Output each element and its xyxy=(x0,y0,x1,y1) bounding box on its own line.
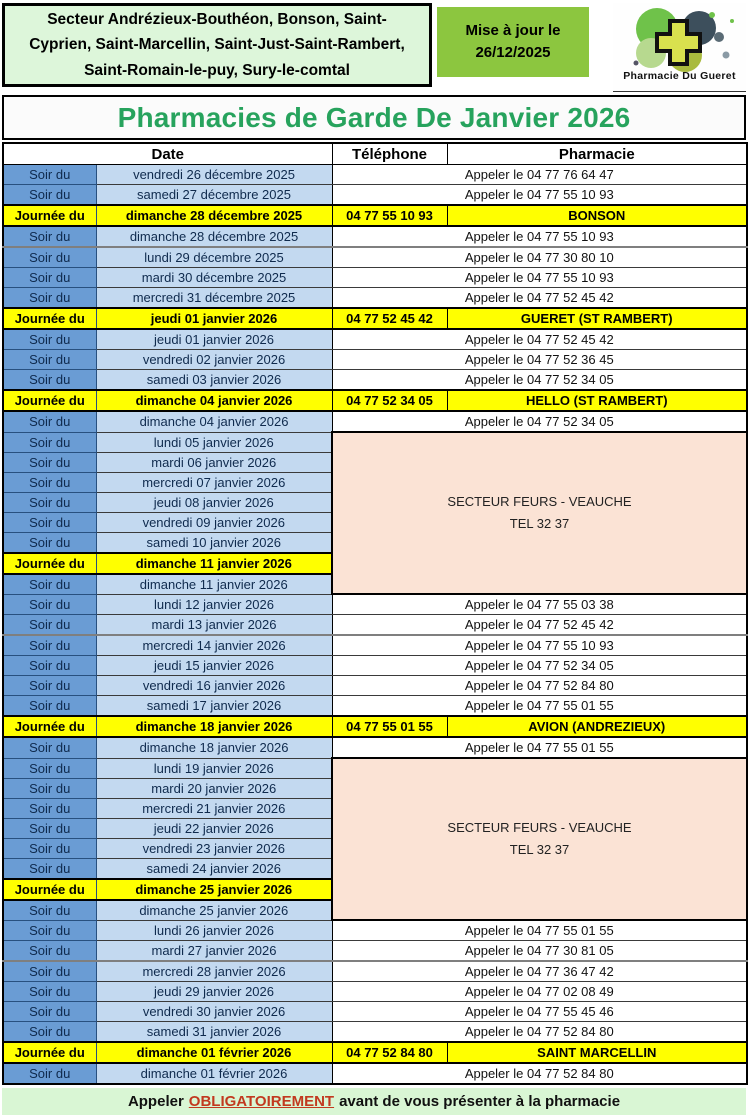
update-date: 26/12/2025 xyxy=(475,44,551,61)
row-date: mercredi 07 janvier 2026 xyxy=(96,472,332,492)
row-phone: 04 77 52 45 42 xyxy=(332,308,447,329)
row-date: lundi 26 janvier 2026 xyxy=(96,920,332,941)
row-period-label: Soir du xyxy=(3,532,96,553)
row-period-label: Soir du xyxy=(3,350,96,370)
row-period-label: Soir du xyxy=(3,920,96,941)
row-date: mercredi 28 janvier 2026 xyxy=(96,961,332,982)
table-row xyxy=(3,1063,747,1084)
row-call-instruction: Appeler le 04 77 36 47 42 xyxy=(332,961,747,982)
row-period-label: Soir du xyxy=(3,472,96,492)
row-date: mardi 27 janvier 2026 xyxy=(96,941,332,962)
row-phone: 04 77 55 10 93 xyxy=(332,205,447,226)
row-period-label: Journée du xyxy=(3,716,96,737)
row-date: lundi 12 janvier 2026 xyxy=(96,594,332,615)
footer-text-pre: Appeler xyxy=(127,1093,184,1110)
row-date: mardi 30 décembre 2025 xyxy=(96,268,332,288)
table-row xyxy=(3,288,747,309)
row-phone: 04 77 55 01 55 xyxy=(332,716,447,737)
row-pharmacy: HELLO (ST RAMBERT) xyxy=(447,390,747,411)
row-date: samedi 24 janvier 2026 xyxy=(96,858,332,879)
row-date: samedi 27 décembre 2025 xyxy=(96,185,332,206)
row-period-label: Soir du xyxy=(3,982,96,1002)
row-call-instruction: Appeler le 04 77 52 34 05 xyxy=(332,370,747,391)
table-row xyxy=(3,594,747,615)
row-date: dimanche 04 janvier 2026 xyxy=(96,390,332,411)
row-date: vendredi 16 janvier 2026 xyxy=(96,676,332,696)
sector-feurs-block xyxy=(332,758,747,920)
row-pharmacy: BONSON xyxy=(447,205,747,226)
table-row xyxy=(3,758,747,778)
row-call-instruction: Appeler le 04 77 52 36 45 xyxy=(332,350,747,370)
row-period-label: Soir du xyxy=(3,329,96,350)
row-period-label: Soir du xyxy=(3,370,96,391)
row-call-instruction: Appeler le 04 77 52 84 80 xyxy=(332,676,747,696)
row-period-label: Soir du xyxy=(3,858,96,879)
row-date: dimanche 11 janvier 2026 xyxy=(96,553,332,574)
sector-name: SECTEUR FEURS - VEAUCHE xyxy=(447,820,632,835)
table-row xyxy=(3,390,747,411)
row-period-label: Soir du xyxy=(3,737,96,758)
row-date: vendredi 02 janvier 2026 xyxy=(96,350,332,370)
row-call-instruction: Appeler le 04 77 52 34 05 xyxy=(332,411,747,432)
row-period-label: Soir du xyxy=(3,941,96,962)
row-period-label: Soir du xyxy=(3,247,96,268)
row-date: mercredi 31 décembre 2025 xyxy=(96,288,332,309)
row-period-label: Soir du xyxy=(3,226,96,247)
table-row xyxy=(3,226,747,247)
row-date: lundi 29 décembre 2025 xyxy=(96,247,332,268)
sector-feurs-block xyxy=(332,432,747,594)
row-date: mardi 13 janvier 2026 xyxy=(96,615,332,636)
update-label: Mise à jour le xyxy=(465,21,561,39)
row-period-label: Soir du xyxy=(3,696,96,717)
row-period-label: Soir du xyxy=(3,432,96,452)
table-row xyxy=(3,656,747,676)
row-call-instruction: Appeler le 04 77 55 01 55 xyxy=(332,920,747,941)
table-row xyxy=(3,329,747,350)
row-period-label: Soir du xyxy=(3,268,96,288)
table-row xyxy=(3,635,747,656)
row-period-label: Soir du xyxy=(3,676,96,696)
row-period-label: Soir du xyxy=(3,615,96,636)
row-call-instruction: Appeler le 04 77 55 45 46 xyxy=(332,1002,747,1022)
row-date: dimanche 25 janvier 2026 xyxy=(96,900,332,921)
update-date-box xyxy=(437,7,589,77)
table-row xyxy=(3,432,747,452)
row-date: dimanche 01 février 2026 xyxy=(96,1042,332,1063)
row-date: mardi 20 janvier 2026 xyxy=(96,778,332,798)
row-pharmacy: AVION (ANDREZIEUX) xyxy=(447,716,747,737)
row-period-label: Soir du xyxy=(3,452,96,472)
table-header-row xyxy=(3,143,747,165)
pharmacy-logo-icon xyxy=(613,3,746,73)
row-date: mercredi 21 janvier 2026 xyxy=(96,798,332,818)
row-date: vendredi 30 janvier 2026 xyxy=(96,1002,332,1022)
row-period-label: Soir du xyxy=(3,594,96,615)
row-date: jeudi 08 janvier 2026 xyxy=(96,492,332,512)
table-row xyxy=(3,350,747,370)
row-period-label: Soir du xyxy=(3,818,96,838)
table-row xyxy=(3,716,747,737)
table-row xyxy=(3,247,747,268)
row-call-instruction: Appeler le 04 77 52 84 80 xyxy=(332,1063,747,1084)
row-date: samedi 31 janvier 2026 xyxy=(96,1022,332,1043)
row-call-instruction: Appeler le 04 77 55 10 93 xyxy=(332,635,747,656)
row-phone: 04 77 52 34 05 xyxy=(332,390,447,411)
row-call-instruction: Appeler le 04 77 76 64 47 xyxy=(332,165,747,185)
table-row xyxy=(3,1002,747,1022)
row-phone: 04 77 52 84 80 xyxy=(332,1042,447,1063)
row-call-instruction: Appeler le 04 77 52 45 42 xyxy=(332,288,747,309)
row-period-label: Soir du xyxy=(3,758,96,778)
row-date: dimanche 01 février 2026 xyxy=(96,1063,332,1084)
sector-name: SECTEUR FEURS - VEAUCHE xyxy=(447,494,632,509)
row-period-label: Soir du xyxy=(3,778,96,798)
row-period-label: Journée du xyxy=(3,879,96,900)
row-date: samedi 10 janvier 2026 xyxy=(96,532,332,553)
row-period-label: Soir du xyxy=(3,411,96,432)
row-date: jeudi 01 janvier 2026 xyxy=(96,308,332,329)
logo-box xyxy=(613,3,746,92)
table-row xyxy=(3,676,747,696)
row-period-label: Soir du xyxy=(3,656,96,676)
row-period-label: Soir du xyxy=(3,635,96,656)
row-period-label: Soir du xyxy=(3,512,96,532)
row-call-instruction: Appeler le 04 77 52 45 42 xyxy=(332,329,747,350)
row-period-label: Soir du xyxy=(3,574,96,595)
row-call-instruction: Appeler le 04 77 55 10 93 xyxy=(332,268,747,288)
row-period-label: Soir du xyxy=(3,1063,96,1084)
table-row xyxy=(3,920,747,941)
row-period-label: Journée du xyxy=(3,390,96,411)
row-date: dimanche 11 janvier 2026 xyxy=(96,574,332,595)
table-row xyxy=(3,411,747,432)
row-date: dimanche 28 décembre 2025 xyxy=(96,205,332,226)
table-row xyxy=(3,370,747,391)
row-call-instruction: Appeler le 04 77 30 80 10 xyxy=(332,247,747,268)
row-call-instruction: Appeler le 04 77 02 08 49 xyxy=(332,982,747,1002)
row-date: lundi 19 janvier 2026 xyxy=(96,758,332,778)
footer-text-post: avant de vous présenter à la pharmacie xyxy=(339,1093,621,1110)
row-date: dimanche 04 janvier 2026 xyxy=(96,411,332,432)
row-pharmacy: SAINT MARCELLIN xyxy=(447,1042,747,1063)
page-title: Pharmacies de Garde De Janvier 2026 xyxy=(117,101,631,133)
row-date: jeudi 01 janvier 2026 xyxy=(96,329,332,350)
table-row xyxy=(3,696,747,717)
row-period-label: Soir du xyxy=(3,1002,96,1022)
row-call-instruction: Appeler le 04 77 52 84 80 xyxy=(332,1022,747,1043)
column-header-date: Date xyxy=(3,143,332,165)
table-row xyxy=(3,268,747,288)
row-call-instruction: Appeler le 04 77 55 01 55 xyxy=(332,737,747,758)
top-header xyxy=(2,3,746,93)
row-date: jeudi 29 janvier 2026 xyxy=(96,982,332,1002)
row-date: vendredi 09 janvier 2026 xyxy=(96,512,332,532)
row-call-instruction: Appeler le 04 77 55 03 38 xyxy=(332,594,747,615)
row-date: dimanche 18 janvier 2026 xyxy=(96,716,332,737)
sector-line-1: Secteur Andrézieux-Bouthéon, Bonson, Saint- xyxy=(47,11,387,29)
row-date: dimanche 25 janvier 2026 xyxy=(96,879,332,900)
column-header-phone: Téléphone xyxy=(332,143,447,165)
table-row xyxy=(3,165,747,185)
row-date: jeudi 22 janvier 2026 xyxy=(96,818,332,838)
row-pharmacy: GUERET (ST RAMBERT) xyxy=(447,308,747,329)
row-call-instruction: Appeler le 04 77 55 10 93 xyxy=(332,226,747,247)
table-row xyxy=(3,941,747,962)
row-period-label: Soir du xyxy=(3,838,96,858)
title-band xyxy=(2,95,746,140)
row-call-instruction: Appeler le 04 77 52 45 42 xyxy=(332,615,747,636)
row-date: mercredi 14 janvier 2026 xyxy=(96,635,332,656)
column-header-pharmacy: Pharmacie xyxy=(447,143,747,165)
row-date: lundi 05 janvier 2026 xyxy=(96,432,332,452)
table-body xyxy=(3,165,747,1085)
row-date: dimanche 28 décembre 2025 xyxy=(96,226,332,247)
row-date: jeudi 15 janvier 2026 xyxy=(96,656,332,676)
table-row xyxy=(3,308,747,329)
row-period-label: Soir du xyxy=(3,1022,96,1043)
sector-line-3: Saint-Romain-le-puy, Sury-le-comtal xyxy=(84,61,350,79)
table-row xyxy=(3,737,747,758)
row-date: samedi 03 janvier 2026 xyxy=(96,370,332,391)
table-row xyxy=(3,1022,747,1043)
sector-box xyxy=(2,3,432,87)
row-period-label: Soir du xyxy=(3,798,96,818)
row-period-label: Soir du xyxy=(3,961,96,982)
row-period-label: Soir du xyxy=(3,288,96,309)
row-date: vendredi 26 décembre 2025 xyxy=(96,165,332,185)
table-row xyxy=(3,615,747,636)
row-call-instruction: Appeler le 04 77 30 81 05 xyxy=(332,941,747,962)
row-period-label: Journée du xyxy=(3,553,96,574)
row-period-label: Soir du xyxy=(3,165,96,185)
row-period-label: Soir du xyxy=(3,900,96,921)
garde-table xyxy=(2,142,748,1085)
row-call-instruction: Appeler le 04 77 55 01 55 xyxy=(332,696,747,717)
sector-phone: TEL 32 37 xyxy=(509,842,570,857)
row-period-label: Journée du xyxy=(3,1042,96,1063)
table-row xyxy=(3,185,747,206)
row-date: vendredi 23 janvier 2026 xyxy=(96,838,332,858)
row-date: dimanche 18 janvier 2026 xyxy=(96,737,332,758)
row-date: mardi 06 janvier 2026 xyxy=(96,452,332,472)
row-call-instruction: Appeler le 04 77 52 34 05 xyxy=(332,656,747,676)
row-period-label: Soir du xyxy=(3,492,96,512)
row-date: samedi 17 janvier 2026 xyxy=(96,696,332,717)
table-row xyxy=(3,1042,747,1063)
table-row xyxy=(3,205,747,226)
sector-line-2: Cyprien, Saint-Marcellin, Saint-Just-Saint-Rambert, xyxy=(29,36,405,54)
row-call-instruction: Appeler le 04 77 55 10 93 xyxy=(332,185,747,206)
sector-phone: TEL 32 37 xyxy=(509,516,570,531)
row-period-label: Journée du xyxy=(3,205,96,226)
table-row xyxy=(3,961,747,982)
footer-emphasis: OBLIGATOIREMENT xyxy=(188,1093,335,1110)
row-period-label: Journée du xyxy=(3,308,96,329)
table-row xyxy=(3,982,747,1002)
footer-banner xyxy=(2,1088,746,1115)
logo-text: Pharmacie Du Gueret xyxy=(623,70,736,82)
row-period-label: Soir du xyxy=(3,185,96,206)
